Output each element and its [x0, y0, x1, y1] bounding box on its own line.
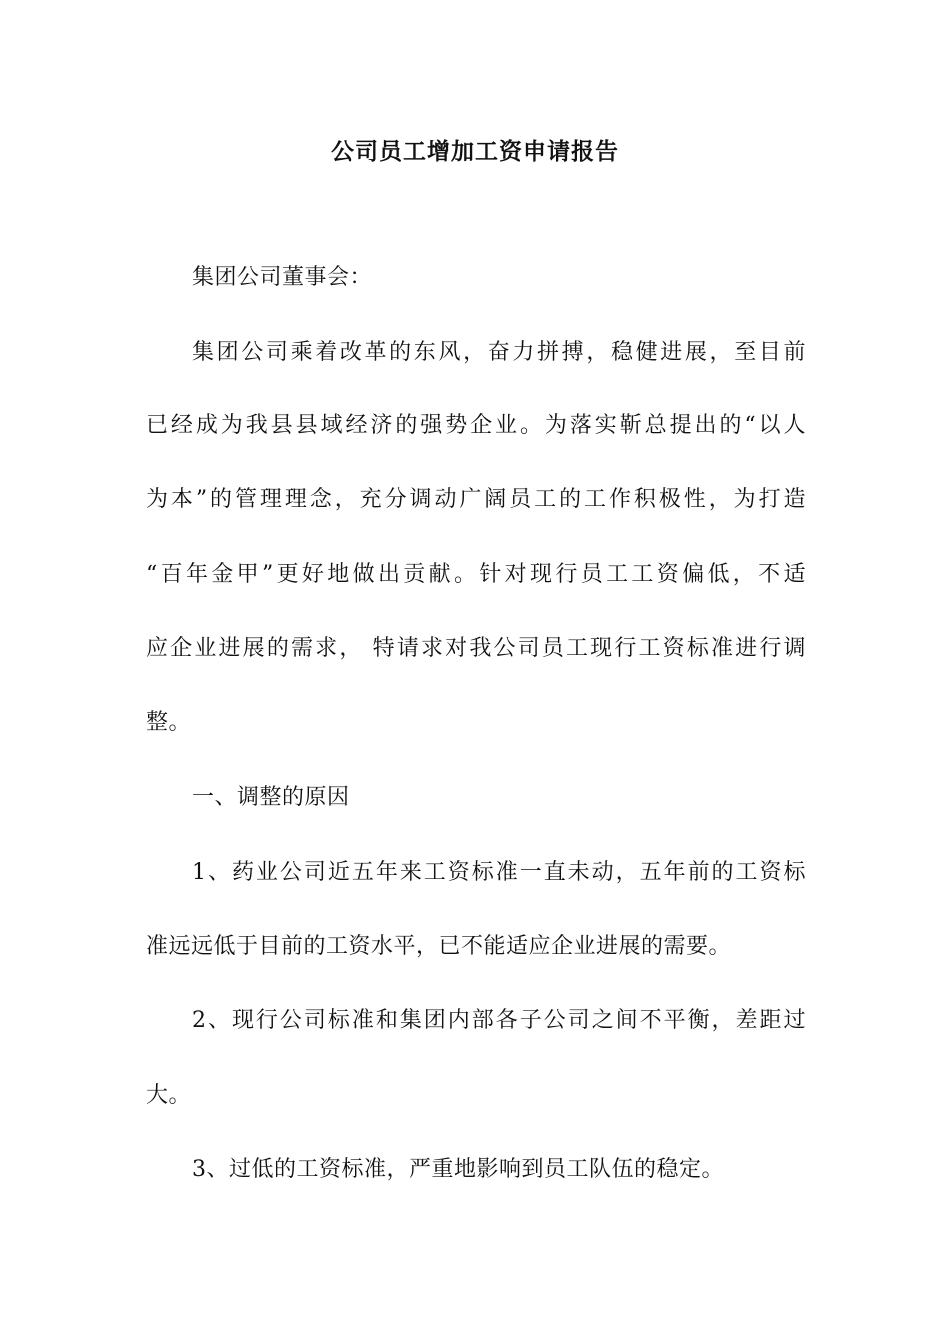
intro-line-3: 为本”的管理理念，充分调动广阔员工的工作积极性，为打造 [146, 487, 806, 512]
reason-3: 3、过低的工资标准，严重地影响到员工队伍的稳定。 [192, 1157, 724, 1182]
reason-2-line-1: 2、现行公司标准和集团内部各子公司之间不平衡，差距过 [192, 1008, 806, 1033]
intro-line-4: “百年金甲”更好地做出贡献。针对现行员工工资偏低，不适 [146, 562, 806, 587]
document-title: 公司员工增加工资申请报告 [331, 139, 619, 165]
intro-line-6: 整。 [146, 710, 192, 735]
intro-line-5: 应企业进展的需求， 特请求对我公司员工现行工资标准进行调 [146, 636, 806, 661]
intro-line-1: 集团公司乘着改革的东风，奋力拼搏，稳健进展，至目前 [192, 340, 806, 365]
reason-1-line-1: 1、药业公司近五年来工资标准一直未动，五年前的工资标 [192, 860, 806, 885]
section-heading-reasons: 一、调整的原因 [192, 785, 350, 810]
salutation: 集团公司董事会： [192, 265, 373, 290]
reason-1-line-2: 准远远低于目前的工资水平，已不能适应企业进展的需要。 [146, 934, 732, 959]
reason-2-line-2: 大。 [146, 1083, 192, 1108]
intro-line-2: 已经成为我县县域经济的强势企业。为落实靳总提出的“以人 [146, 413, 806, 438]
